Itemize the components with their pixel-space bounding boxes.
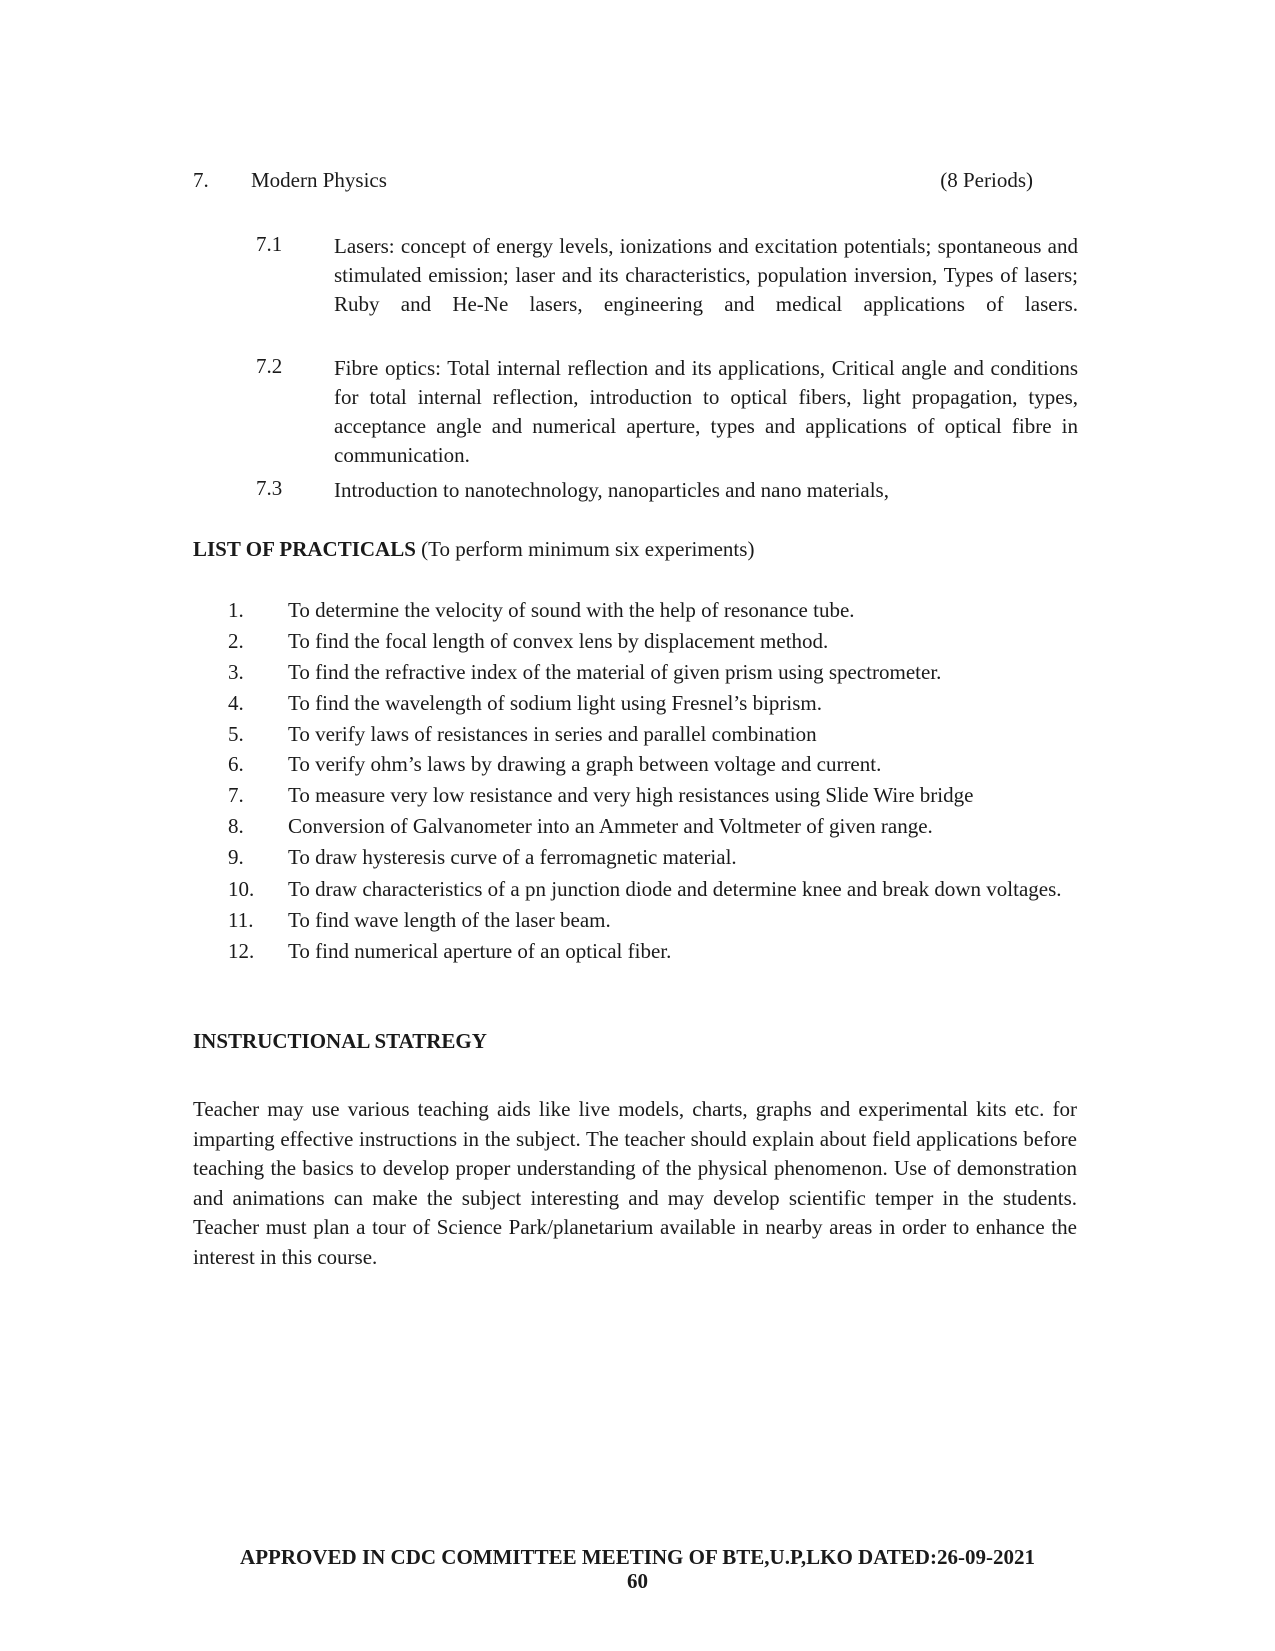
practicals-heading [193,537,754,562]
approval-footer: APPROVED IN CDC COMMITTEE MEETING OF BTE,U.P,LKO DATED:26-09-2021 [240,1545,1035,1569]
item-number: 12. [228,938,255,963]
list-item [228,690,1088,716]
list-item [228,782,1088,808]
unit-periods: (8 Periods) [940,168,1033,192]
unit-heading [193,168,1033,196]
item-text: To find numerical aperture of an optical fiber. [288,938,672,963]
topic-7-3 [256,476,1078,505]
list-item [228,907,1088,933]
item-text: To measure very low resistance and very high resistances using Slide Wire bridge [288,783,974,808]
item-text: To draw characteristics of a pn junction diode and determine knee and break down voltages. [288,877,1062,902]
practicals-note: (To perform minimum six experiments) [421,537,755,561]
item-text: To draw hysteresis curve of a ferromagnetic material. [288,845,737,870]
item-text: To find the wavelength of sodium light using Fresnel’s biprism. [288,690,822,715]
item-number: 8. [228,814,244,839]
list-item [228,813,1088,839]
topic-number: 7.2 [256,354,283,378]
item-number: 3. [228,659,244,684]
item-number: 6. [228,752,244,777]
list-item [228,628,1088,654]
topic-7-1 [256,232,1078,348]
item-number: 4. [228,690,244,715]
strategy-paragraph: Teacher may use various teaching aids like live models, charts, graphs and experimental kits etc. for imparting effective instructions in the subject. The teacher should explain about field applications before teaching the basics to develop proper understanding of the physical phenomenon. Use of demonstration and animations can make the subject interesting and may develop scientific temper in the students. Teacher must plan a tour of Science Park/planetarium available in nearby areas in order to enhance the interest in this course. [193,1097,1077,1269]
list-item [228,721,1088,747]
item-number: 5. [228,721,244,746]
topic-number: 7.1 [256,232,283,256]
item-number: 7. [228,783,244,808]
strategy-heading: INSTRUCTIONAL STATREGY [193,1029,487,1053]
list-item [228,597,1088,623]
item-number: 9. [228,845,244,870]
list-item [228,659,1088,685]
list-item [228,938,1088,964]
item-number: 1. [228,598,244,622]
item-text: To find wave length of the laser beam. [288,908,611,933]
item-text: To verify ohm’s laws by drawing a graph between voltage and current. [288,752,882,777]
topic-text: Lasers: concept of energy levels, ionizations and excitation potentials; spontaneous and stimulated emission; laser and its characteristics, population inversion, Types of lasers; Ruby and He-Ne lasers, engineering and medical applications of lasers. [334,234,1078,316]
item-text: To find the refractive index of the material of given prism using spectrometer. [288,659,942,684]
page-number: 60 [627,1569,648,1593]
practicals-title: LIST OF PRACTICALS [193,537,416,561]
item-text: Conversion of Galvanometer into an Ammeter and Voltmeter of given range. [288,814,933,839]
topic-number: 7.3 [256,476,283,500]
list-item [228,844,1088,870]
list-item [228,876,1088,902]
item-number: 11. [228,908,254,933]
item-text: To verify laws of resistances in series and parallel combination [288,721,817,746]
item-number: 2. [228,628,244,653]
item-text: To determine the velocity of sound with the help of resonance tube. [288,598,855,622]
practicals-list [228,597,1088,969]
item-number: 10. [228,877,255,902]
unit-title: Modern Physics [251,168,387,192]
list-item [228,751,1088,777]
item-text: To find the focal length of convex lens by displacement method. [288,628,829,653]
topic-text: Introduction to nanotechnology, nanoparticles and nano materials, [334,478,889,502]
topic-text: Fibre optics: Total internal reflection and its applications, Critical angle and conditions for total internal reflection, introduction to optical fibers, light propagation, types, acceptance angle and numerical aperture, types and applications of optical fibre in communication. [334,356,1078,467]
unit-number: 7. [193,168,209,192]
